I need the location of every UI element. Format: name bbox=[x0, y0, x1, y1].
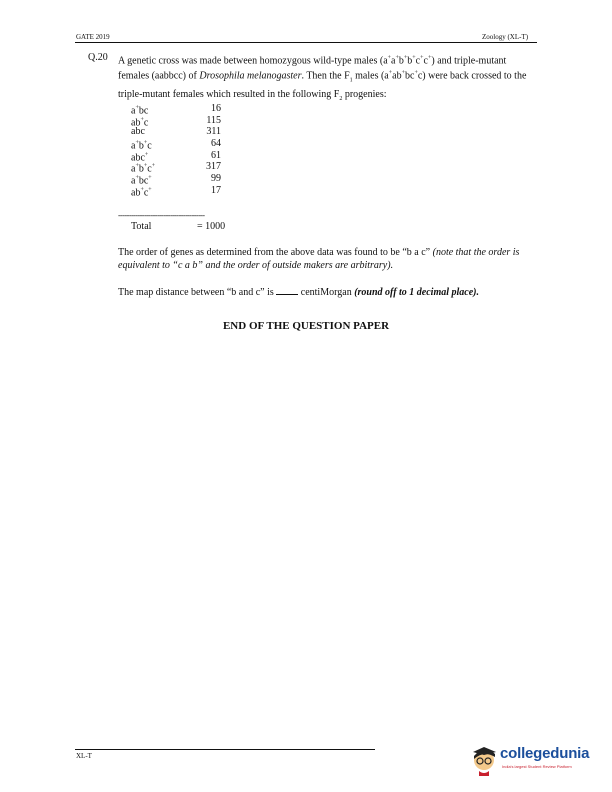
female-genotype: (aabbcc) bbox=[151, 70, 187, 82]
genotype-cell: a+b+c+ bbox=[131, 163, 156, 175]
table-row bbox=[131, 150, 221, 162]
map-distance-text: The map distance between “b and c” is bbox=[118, 287, 274, 298]
table-row bbox=[131, 126, 221, 138]
count-cell: 99 bbox=[211, 173, 221, 185]
table-row bbox=[131, 115, 221, 127]
answer-blank bbox=[276, 286, 298, 295]
genotype-cell: a+bc+ bbox=[131, 175, 152, 187]
total-value: = 1000 bbox=[197, 221, 226, 232]
gene-order-paragraph bbox=[118, 246, 538, 272]
question-intro: A genetic cross was made between homozygous wild-type males (a bbox=[118, 55, 388, 67]
count-cell: 115 bbox=[206, 114, 221, 126]
map-distance-paragraph bbox=[118, 286, 548, 298]
genotype-cell: a+b+c bbox=[131, 140, 152, 152]
genotype-cell: abc+ bbox=[131, 151, 149, 164]
header-right: Zoology (XL-T) bbox=[482, 33, 529, 41]
table-row bbox=[131, 161, 221, 173]
gene-order-note: (note that the order is equivalent to “c a b” and the order of outside makers are arbitrary). bbox=[118, 247, 520, 271]
header-left: GATE 2019 bbox=[76, 33, 110, 41]
genotype-cell: abc bbox=[131, 126, 145, 138]
species-name: Drosophila melanogaster bbox=[199, 70, 302, 82]
total-label: Total bbox=[131, 221, 152, 232]
header-rule bbox=[75, 42, 537, 43]
genotype-cell: a+bc bbox=[131, 105, 149, 117]
logo-tagline: India's largest Student Review Platform bbox=[502, 764, 572, 769]
collegedunia-logo bbox=[470, 742, 600, 778]
genotype-cell: ab+c+ bbox=[131, 186, 152, 199]
count-cell: 17 bbox=[211, 184, 221, 196]
count-cell: 64 bbox=[211, 138, 221, 150]
table-separator: ---------------------------------------- bbox=[118, 211, 205, 220]
count-cell: 317 bbox=[206, 161, 221, 173]
footer-rule bbox=[75, 749, 375, 750]
footer-left: XL-T bbox=[76, 752, 92, 760]
gene-order-text: The order of genes as determined from the above data was found to be “b a c” bbox=[118, 247, 431, 258]
table-row bbox=[131, 103, 221, 115]
question-text: A genetic cross was made between homozygous wild-type males (a+a+b+b+c+c+) and triple-mutant females (aabbcc) of Drosophila melanogaster. Then the $F_1$ males (a+ab+bc+c) were back crossed to the triple-mutant females which resulted in the following $F_2$ progenies: bbox=[118, 55, 527, 102]
count-cell: 16 bbox=[211, 103, 221, 114]
map-distance-unit: centiMorgan bbox=[300, 287, 352, 298]
mascot-icon bbox=[470, 742, 500, 776]
logo-wordmark: collegedunia bbox=[500, 745, 590, 762]
progeny-table bbox=[131, 103, 221, 197]
end-of-paper: END OF THE QUESTION PAPER bbox=[222, 320, 390, 332]
count-cell: 61 bbox=[211, 149, 221, 161]
table-row bbox=[131, 138, 221, 150]
question-number: Q.20 bbox=[88, 52, 108, 63]
count-cell: 311 bbox=[206, 126, 221, 138]
genotype-cell: ab+c bbox=[131, 116, 149, 129]
table-row bbox=[131, 185, 221, 197]
table-row bbox=[131, 173, 221, 185]
rounding-instruction: (round off to 1 decimal place). bbox=[354, 287, 480, 298]
